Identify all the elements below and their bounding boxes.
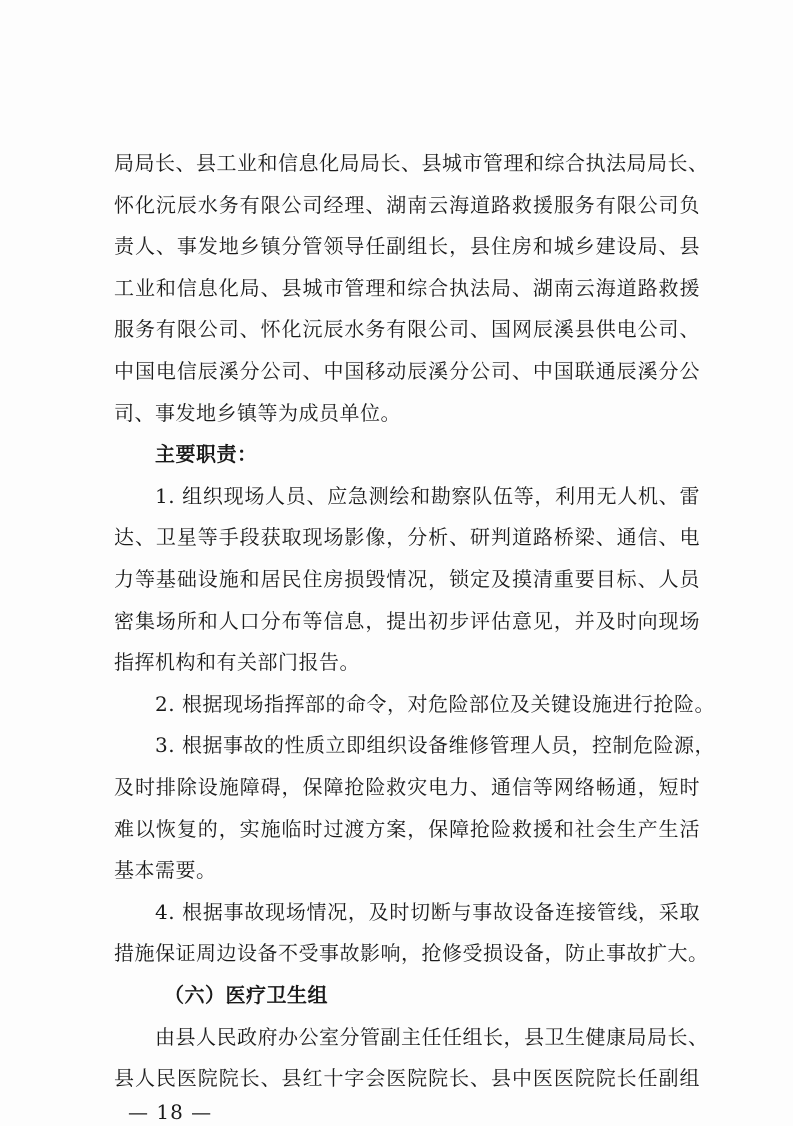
text-line: 2. 根据现场指挥部的命令，对危险部位及关键设施进行抢险。 [155, 692, 715, 716]
text-line: 由县人民政府办公室分管副主任任组长，县卫生健康局局长、 [155, 1025, 709, 1049]
text-line: 达、卫星等手段获取现场影像，分析、研判道路桥梁、通信、电 [114, 525, 700, 549]
text-line: 及时排除设施障碍，保障抢险救灾电力、通信等网络畅通，短时 [114, 775, 700, 799]
page-number: — 18 — [128, 1100, 213, 1124]
text-line: 难以恢复的，实施临时过渡方案，保障抢险救援和社会生产生活 [114, 817, 700, 841]
text-line: 怀化沅辰水务有限公司经理、湖南云海道路救援服务有限公司负 [114, 193, 700, 217]
text-line: 4. 根据事故现场情况，及时切断与事故设备连接管线，采取 [155, 900, 700, 924]
text-line: 责人、事发地乡镇分管领导任副组长，县住房和城乡建设局、县 [114, 234, 700, 258]
text-line: 指挥机构和有关部门报告。 [114, 650, 360, 674]
text-line: 县人民医院院长、县红十字会医院院长、县中医医院院长任副组 [114, 1066, 700, 1090]
text-line: 1. 组织现场人员、应急测绘和勘察队伍等，利用无人机、雷 [155, 484, 700, 508]
text-line: 中国电信辰溪分公司、中国移动辰溪分公司、中国联通辰溪分公 [114, 359, 700, 383]
text-line: 局局长、县工业和信息化局局长、县城市管理和综合执法局局长、 [114, 151, 709, 175]
text-line: 服务有限公司、怀化沅辰水务有限公司、国网辰溪县供电公司、 [114, 317, 700, 341]
text-line: 司、事发地乡镇等为成员单位。 [114, 401, 401, 425]
section-heading: （六）医疗卫生组 [164, 983, 328, 1007]
text-line: 密集场所和人口分布等信息，提出初步评估意见，并及时向现场 [114, 609, 700, 633]
text-line: 措施保证周边设备不受事故影响，抢修受损设备，防止事故扩大。 [114, 941, 709, 965]
section-heading: 主要职责： [155, 442, 258, 466]
text-line: 3. 根据事故的性质立即组织设备维修管理人员，控制危险源， [155, 733, 715, 757]
text-line: 工业和信息化局、县城市管理和综合执法局、湖南云海道路救援 [114, 276, 700, 300]
text-line: 基本需要。 [114, 858, 217, 882]
text-line: 力等基础设施和居民住房损毁情况，锁定及摸清重要目标、人员 [114, 567, 700, 591]
